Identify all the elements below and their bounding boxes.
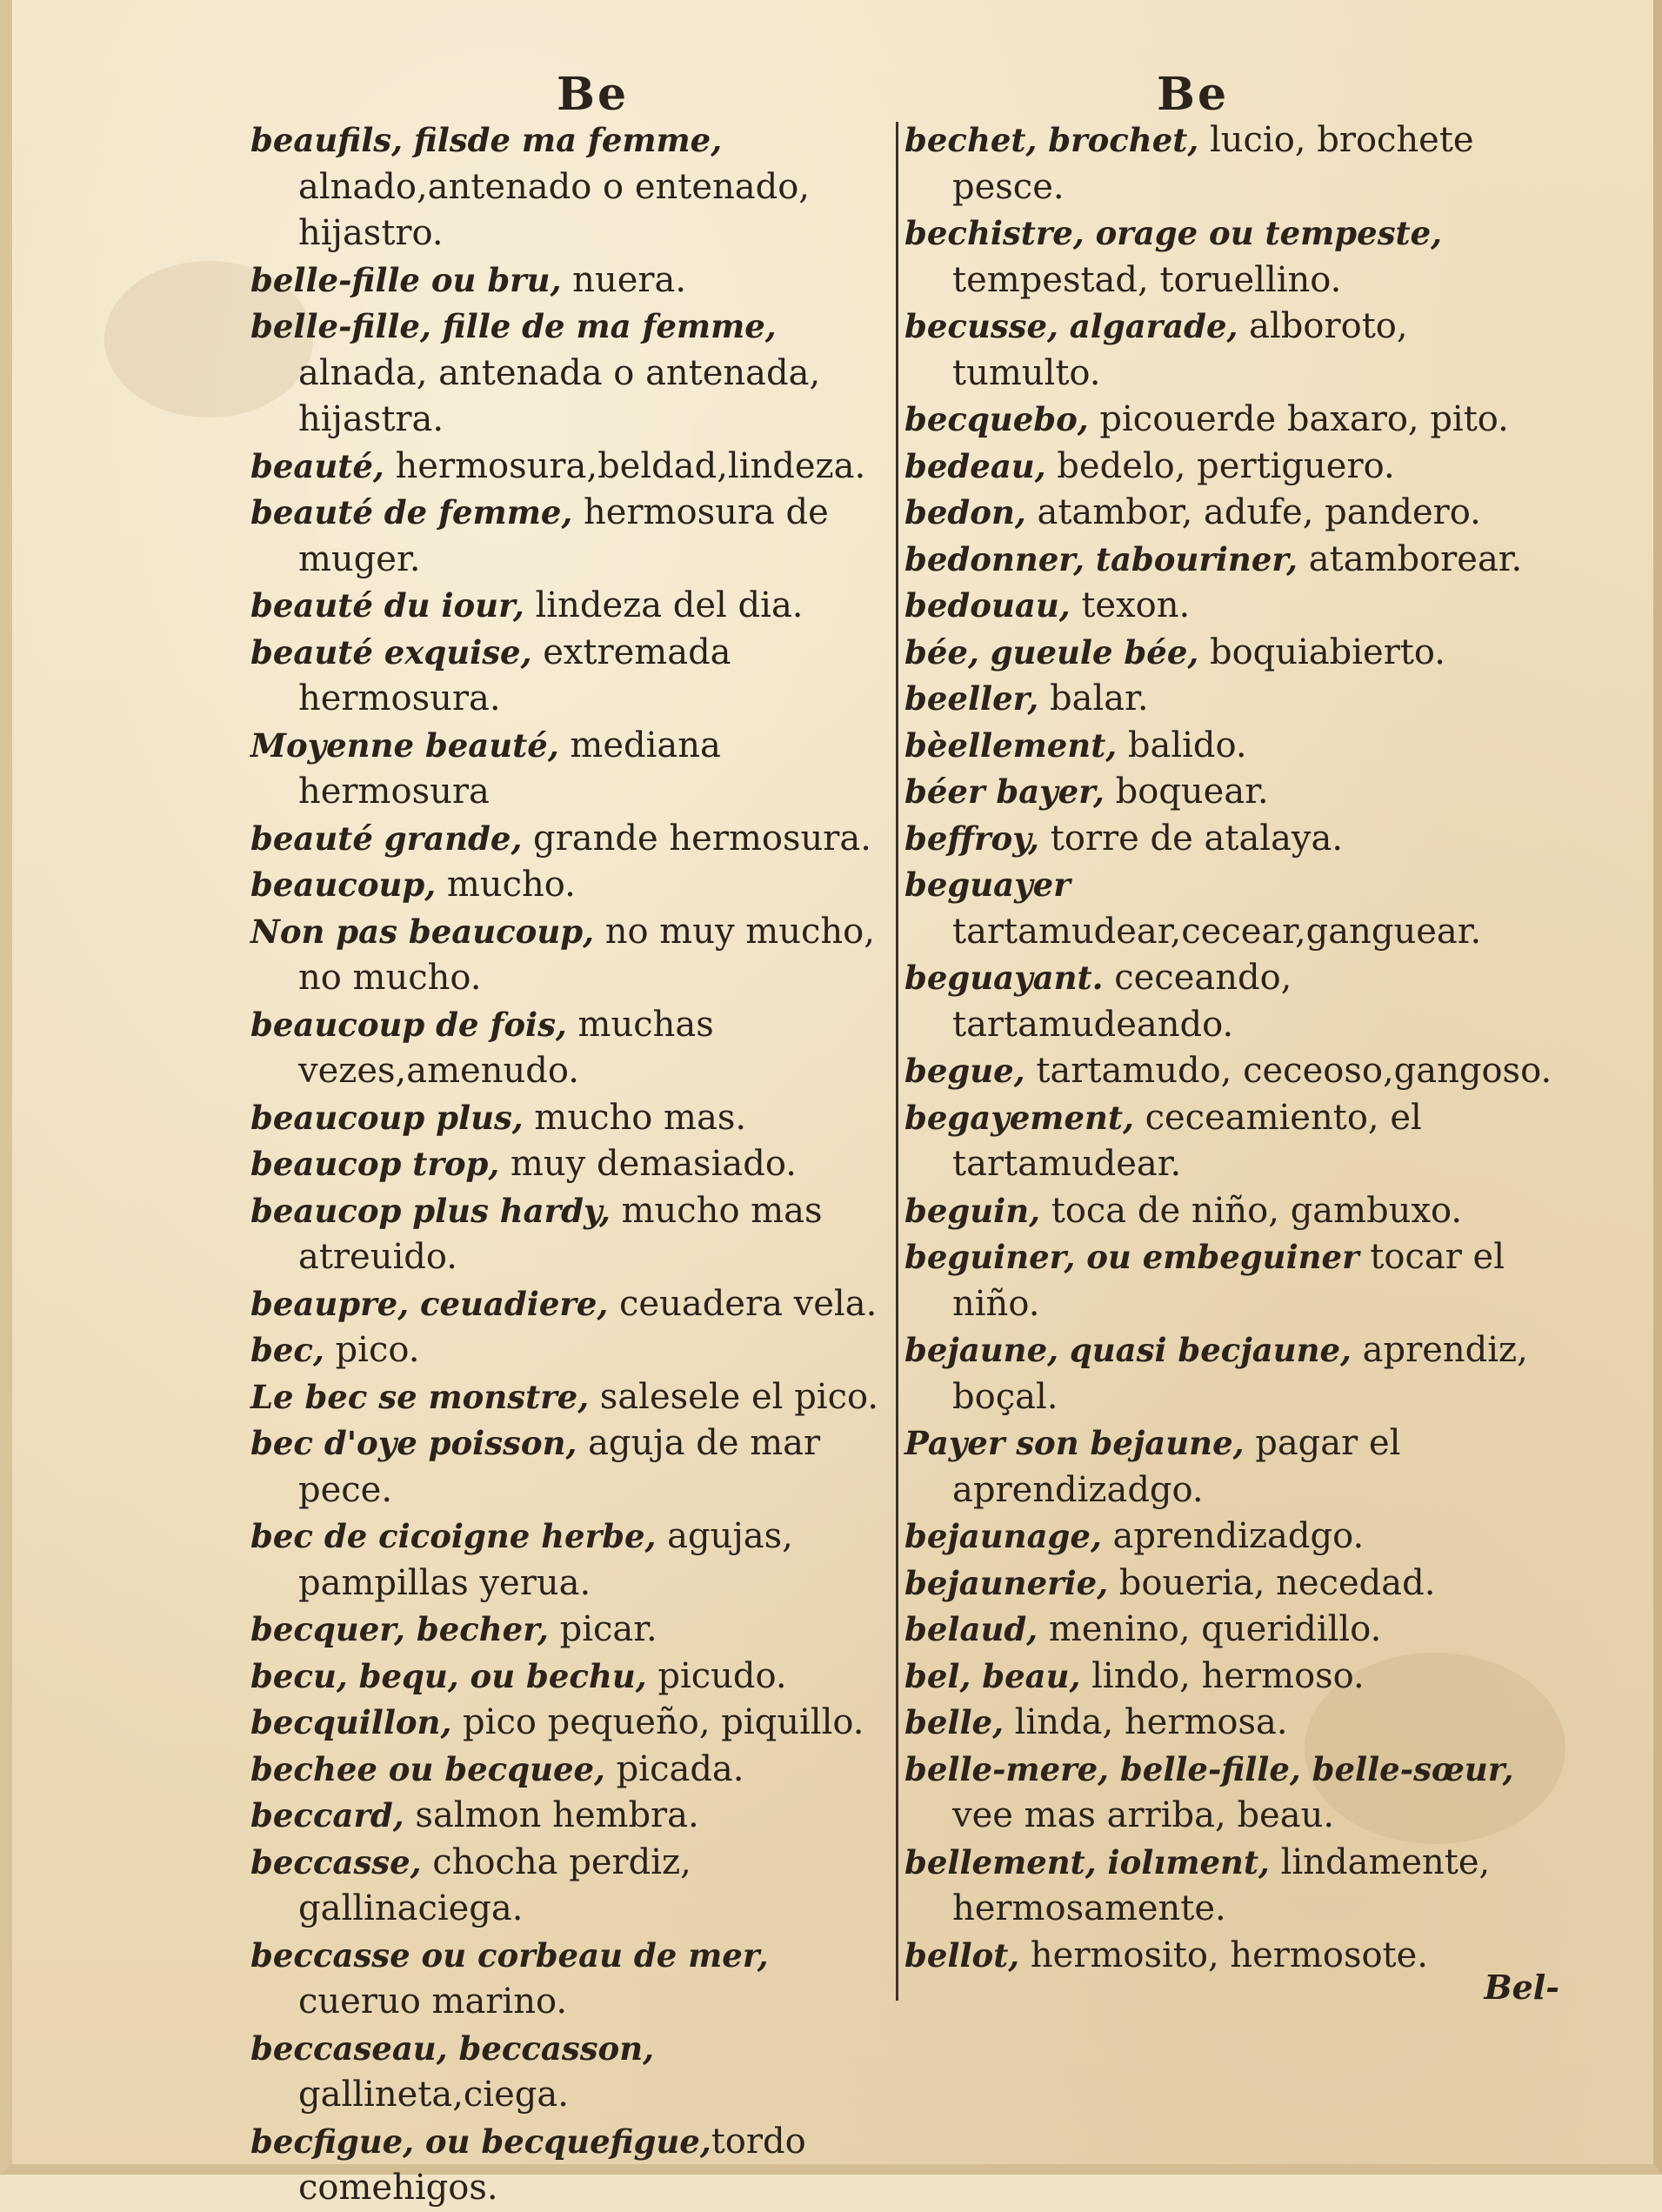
entry-headword: Le bec se monstre, xyxy=(250,1377,590,1416)
dictionary-entry xyxy=(904,117,1552,211)
entry-headword: belaud, xyxy=(904,1610,1038,1648)
entry-headword: bèellement, xyxy=(904,725,1118,765)
dictionary-entry xyxy=(250,630,892,723)
entry-translation: cueruo marino. xyxy=(298,1981,568,2022)
entry-translation: nuera. xyxy=(561,259,687,300)
entry-translation: menino, queridillo. xyxy=(1038,1609,1382,1649)
entry-translation: boquear. xyxy=(1104,772,1269,812)
dictionary-entry xyxy=(904,1420,1552,1514)
dictionary-entry xyxy=(904,1560,1552,1607)
entry-translation: picudo. xyxy=(646,1655,787,1696)
entry-headword: bedonner, tabouriner, xyxy=(904,539,1298,578)
dictionary-entry xyxy=(250,1793,892,1840)
dictionary-entry xyxy=(250,1095,892,1142)
entry-headword: beguiner, ou embeguiner xyxy=(904,1238,1359,1276)
entry-translation: muchas vezes,amenudo. xyxy=(298,1004,714,1091)
entry-translation: aguja de mar pece. xyxy=(298,1423,821,1510)
dictionary-entry xyxy=(904,211,1552,304)
dictionary-entry xyxy=(904,676,1552,723)
dictionary-entry xyxy=(904,1514,1552,1560)
entry-translation: balar. xyxy=(1038,678,1149,718)
dictionary-entry xyxy=(250,257,892,304)
dictionary-entry xyxy=(904,1095,1552,1188)
entry-headword: bejaune, quasi becjaune, xyxy=(904,1331,1352,1369)
dictionary-entry xyxy=(904,1234,1552,1327)
entry-headword: beeller, xyxy=(904,679,1039,718)
entry-translation: hermosito, hermosote. xyxy=(1019,1935,1429,1975)
entry-translation: alnada, antenada o antenada, hijastra. xyxy=(298,352,821,439)
entry-translation: aprendizadgo. xyxy=(1101,1516,1365,1556)
dictionary-entry xyxy=(904,444,1552,491)
entry-headword: becquillon, xyxy=(250,1703,452,1741)
entry-translation: vee mas arriba, beau. xyxy=(952,1795,1335,1835)
entry-headword: beccaseau, beccasson, xyxy=(250,2028,655,2068)
entry-headword: bechet, brochet, xyxy=(904,121,1199,159)
dictionary-entry xyxy=(904,1747,1552,1840)
entry-translation: ceuadera vela. xyxy=(608,1283,878,1324)
entry-translation: boquiabierto. xyxy=(1198,632,1446,672)
entry-translation: pico. xyxy=(324,1330,420,1370)
entry-headword: bel, beau, xyxy=(904,1656,1081,1695)
dictionary-entry xyxy=(904,537,1552,584)
entry-translation: boueria, necedad. xyxy=(1108,1562,1436,1603)
entry-translation: hermosura,beldad,lindeza. xyxy=(384,445,866,486)
entry-translation: linda, hermosa. xyxy=(1003,1702,1288,1742)
dictionary-entry xyxy=(250,1281,892,1328)
entry-headword: becquer, becher, xyxy=(250,1610,549,1648)
entry-translation: lindamente, hermosamente. xyxy=(952,1841,1491,1928)
entry-translation: aprendiz, boçal. xyxy=(952,1330,1528,1417)
entry-headword: Non pas beaucoup, xyxy=(250,912,594,951)
entry-headword: belle-fille, fille de ma femme, xyxy=(250,307,777,345)
entry-headword: bec d'oye poisson, xyxy=(250,1424,577,1462)
entry-translation: lindeza del dia. xyxy=(524,585,804,625)
entry-headword: beaucop plus hardy, xyxy=(250,1191,611,1230)
entry-headword: bec de cicoigne herbe, xyxy=(250,1517,657,1555)
entry-translation: lucio, brochete pesce. xyxy=(952,120,1474,207)
entry-headword: begayement, xyxy=(904,1098,1134,1137)
entry-headword: begue, xyxy=(904,1052,1025,1090)
entry-headword: béer bayer, xyxy=(904,772,1105,811)
dictionary-entry xyxy=(904,1700,1552,1747)
dictionary-entry xyxy=(904,862,1552,955)
entry-translation: atamborear. xyxy=(1298,538,1523,579)
dictionary-entry xyxy=(250,723,892,816)
entry-headword: beguayant. xyxy=(904,959,1104,997)
dictionary-entry xyxy=(904,1933,1552,1980)
entry-translation: salmon hembra. xyxy=(404,1795,699,1835)
entry-translation: tocar el niño. xyxy=(952,1237,1505,1324)
entry-headword: beauté exquise, xyxy=(250,632,532,672)
entry-translation: mucho mas atreuido. xyxy=(298,1190,823,1277)
dictionary-entry xyxy=(904,1327,1552,1420)
entry-headword: bec, xyxy=(250,1331,324,1369)
dictionary-entry xyxy=(904,1654,1552,1701)
entry-headword: beguayer xyxy=(904,865,1071,904)
dictionary-entry xyxy=(250,444,892,491)
entry-translation: hermosura de muger. xyxy=(298,492,829,579)
entry-translation: picada. xyxy=(604,1748,744,1789)
entry-translation: muy demasiado. xyxy=(499,1144,797,1184)
dictionary-entry xyxy=(904,723,1552,770)
dictionary-entry xyxy=(250,909,892,1002)
entry-headword: bellot, xyxy=(904,1935,1020,1975)
dictionary-entry xyxy=(904,304,1552,397)
entry-translation: grande hermosura. xyxy=(522,818,871,859)
dictionary-entry xyxy=(250,304,892,444)
entry-headword: beccasse, xyxy=(250,1842,422,1881)
entry-translation: balido. xyxy=(1117,725,1247,765)
dictionary-entry xyxy=(904,955,1552,1048)
entry-headword: bedouau, xyxy=(904,586,1071,625)
entry-headword: belle-mere, belle-fille, belle-sœur, xyxy=(904,1749,1514,1788)
entry-translation: texon. xyxy=(1070,585,1191,625)
dictionary-entry xyxy=(250,1141,892,1188)
dictionary-entry xyxy=(250,1002,892,1095)
dictionary-entry xyxy=(904,816,1552,863)
dictionary-entry xyxy=(250,1654,892,1701)
entry-translation: ceceando, tartamudeando. xyxy=(952,958,1292,1045)
entry-translation: atambor, adufe, pandero. xyxy=(1025,492,1481,532)
entry-headword: beauté du iour, xyxy=(250,586,524,625)
entry-translation: torre de atalaya. xyxy=(1039,818,1344,859)
entry-headword: belle-fille ou bru, xyxy=(250,260,562,299)
entry-translation: tordo comehigos. xyxy=(298,2121,806,2208)
entry-translation: tartamudo, ceceoso,gangoso. xyxy=(1025,1051,1552,1091)
entry-headword: bellement, iolıment, xyxy=(904,1842,1270,1881)
dictionary-entry xyxy=(250,1514,892,1607)
entry-translation: alnado,antenado o entenado, hijastro. xyxy=(298,166,811,253)
entry-translation: mediana hermosura xyxy=(298,725,721,812)
dictionary-entry xyxy=(904,769,1552,816)
dictionary-entry xyxy=(250,1933,892,2026)
entry-headword: becquebo, xyxy=(904,400,1089,438)
entry-translation: tempestad, toruellino. xyxy=(952,259,1342,300)
entry-headword: bejaunerie, xyxy=(904,1563,1109,1602)
dictionary-entry xyxy=(250,2026,892,2119)
column-divider xyxy=(896,122,898,2001)
entry-translation: gallineta,ciega. xyxy=(298,2075,569,2115)
left-column xyxy=(250,117,892,2212)
dictionary-entry xyxy=(250,1374,892,1421)
entry-translation: tartamudear,cecear,ganguear. xyxy=(952,911,1482,952)
dictionary-entry xyxy=(250,583,892,630)
entry-translation: bedelo, pertiguero. xyxy=(1045,445,1395,486)
dictionary-entry xyxy=(904,583,1552,630)
entry-headword: beaucoup, xyxy=(250,865,437,904)
dictionary-entry xyxy=(250,1700,892,1747)
dictionary-entry xyxy=(904,630,1552,677)
entry-headword: beguin, xyxy=(904,1191,1041,1230)
dictionary-entry xyxy=(904,397,1552,444)
entry-headword: beaupre, ceuadiere, xyxy=(250,1284,609,1323)
entry-translation: agujas, pampillas yerua. xyxy=(298,1516,793,1603)
dictionary-entry xyxy=(250,1747,892,1794)
entry-translation: no muy mucho, no mucho. xyxy=(298,911,875,998)
entry-headword: bedon, xyxy=(904,493,1026,531)
entry-headword: beffroy, xyxy=(904,819,1040,858)
entry-headword: becusse, algarade, xyxy=(904,307,1238,345)
entry-headword: bedeau, xyxy=(904,446,1046,485)
entry-headword: beaucoup de fois, xyxy=(250,1005,567,1044)
entry-headword: bechistre, orage ou tempeste, xyxy=(904,214,1443,252)
entry-translation: mucho. xyxy=(436,865,576,905)
entry-headword: beaucop trop, xyxy=(250,1145,500,1183)
entry-translation: pagar el aprendizadgo. xyxy=(952,1423,1401,1510)
catchword: Bel- xyxy=(1484,1968,1559,2007)
running-head-right: Be xyxy=(1157,68,1230,121)
dictionary-entry xyxy=(904,1607,1552,1654)
entry-translation: salesele el pico. xyxy=(589,1376,879,1417)
dictionary-entry xyxy=(250,816,892,863)
entry-headword: Payer son bejaune, xyxy=(904,1424,1245,1462)
entry-headword: beauté de femme, xyxy=(250,493,573,531)
entry-translation: picouerde baxaro, pito. xyxy=(1088,399,1509,439)
dictionary-entry xyxy=(250,862,892,909)
entry-headword: becu, bequ, ou bechu, xyxy=(250,1656,647,1695)
entry-headword: beccasse ou corbeau de mer, xyxy=(250,1935,769,1975)
entry-translation: mucho mas. xyxy=(523,1097,747,1138)
entry-translation: extremada hermosura. xyxy=(298,632,731,718)
dictionary-entry xyxy=(904,1048,1552,1095)
dictionary-entry xyxy=(904,1188,1552,1235)
dictionary-entry xyxy=(904,490,1552,537)
entry-headword: beaucoup plus, xyxy=(250,1098,524,1137)
entry-translation: alboroto, tumulto. xyxy=(952,306,1408,393)
dictionary-entry xyxy=(250,1607,892,1654)
dictionary-entry xyxy=(250,490,892,583)
entry-translation: ceceamiento, el tartamudear. xyxy=(952,1097,1422,1184)
entry-headword: becfigue, ou becquefigue, xyxy=(250,2122,711,2161)
running-head-left: Be xyxy=(557,68,630,121)
entry-translation: chocha perdiz, gallinaciega. xyxy=(298,1841,691,1928)
entry-headword: bée, gueule bée, xyxy=(904,632,1199,672)
dictionary-entry xyxy=(250,1420,892,1514)
entry-headword: beaufils, filsde ma femme, xyxy=(250,121,723,159)
dictionary-entry xyxy=(250,1188,892,1281)
entry-headword: beauté, xyxy=(250,446,384,485)
entry-headword: bechee ou becquee, xyxy=(250,1749,605,1788)
dictionary-entry xyxy=(250,1327,892,1374)
entry-translation: pico pequeño, piquillo. xyxy=(451,1702,864,1742)
dictionary-entry xyxy=(250,2119,892,2212)
entry-headword: beccard, xyxy=(250,1796,404,1834)
entry-headword: Moyenne beauté, xyxy=(250,725,559,765)
entry-translation: picar. xyxy=(548,1609,657,1649)
dictionary-entry xyxy=(904,1840,1552,1933)
entry-headword: bejaunage, xyxy=(904,1517,1102,1555)
dictionary-entry xyxy=(250,1840,892,1933)
entry-headword: belle, xyxy=(904,1703,1004,1741)
dictionary-entry xyxy=(250,117,892,257)
right-column xyxy=(904,117,1552,1979)
entry-headword: beauté grande, xyxy=(250,819,523,858)
entry-translation: lindo, hermoso. xyxy=(1080,1655,1365,1696)
entry-translation: toca de niño, gambuxo. xyxy=(1040,1190,1463,1231)
